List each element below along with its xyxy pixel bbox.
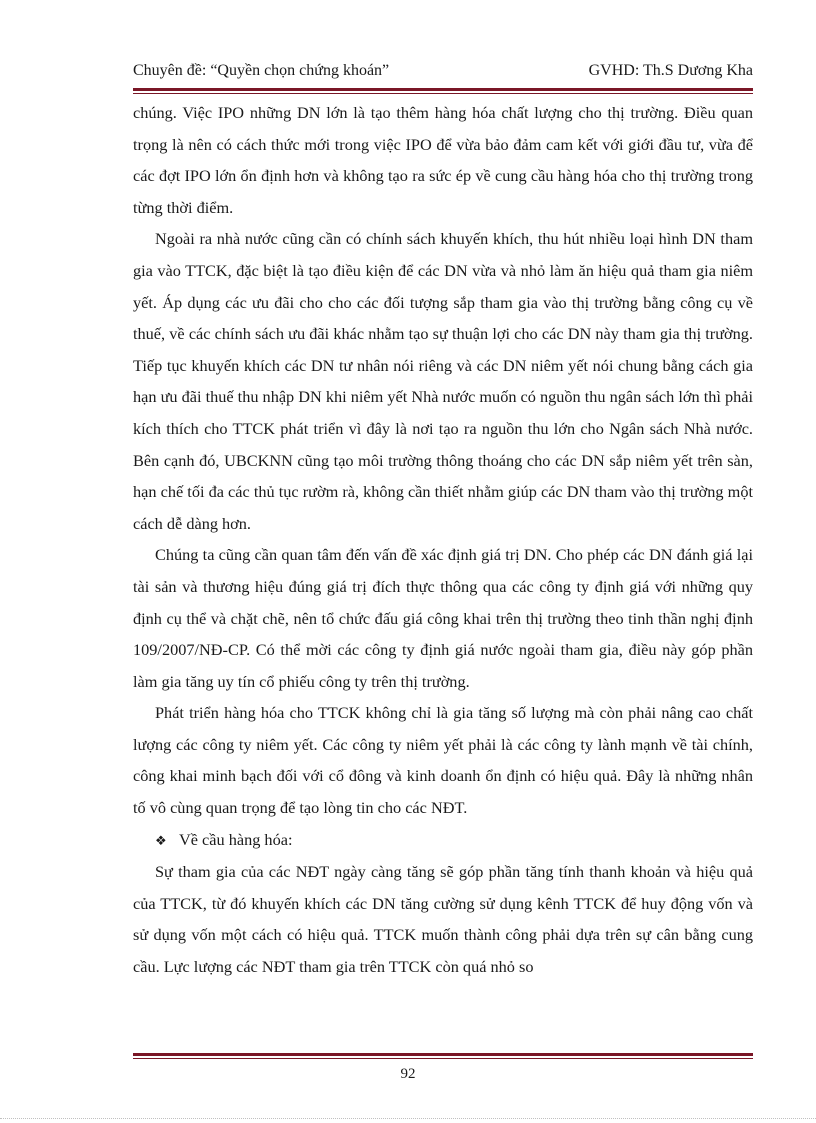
paragraph-1: chúng. Việc IPO những DN lớn là tạo thêm hàng hóa chất lượng cho thị trường. Điều quan trọng là nên có cách thức mới trong việc IPO để vừa bảo đảm cam kết với giới đầu tư, vừa để các đợt IPO lớn ổn định hơn và không tạo ra sức ép về cung cầu hàng hóa cho thị trường trong từng thời điểm.	[133, 103, 753, 217]
page-number: 92	[400, 1066, 416, 1082]
header-rule	[133, 88, 753, 94]
paragraph-4: Phát triển hàng hóa cho TTCK không chỉ là gia tăng số lượng mà còn phải nâng cao chất lượng các công ty niêm yết. Các công ty niêm yết phải là các công ty lành mạnh về tài chính, công khai minh bạch đối với cổ đông và kinh doanh ổn định có hiệu quả. Đây là những nhân tố vô cùng quan trọng để tạo lòng tin cho các NĐT.	[133, 703, 753, 818]
diamond-bullet-icon: ❖	[155, 832, 167, 848]
paragraph-3: Chúng ta cũng cần quan tâm đến vấn đề xác định giá trị DN. Cho phép các DN đánh giá lại tài sản và thương hiệu đúng giá trị đích thực thông qua các công ty định giá với những quy định cụ thể và chặt chẽ, nên tổ chức đấu giá công khai trên thị trường theo tinh thần nghị định 109/2007/NĐ-CP. Có thể mời các công ty định giá nước ngoài tham gia, điều này góp phần làm gia tăng uy tín cổ phiếu công ty trên thị trường.	[133, 545, 753, 691]
header-topic: Chuyên đề: “Quyền chọn chứng khoán”	[133, 62, 390, 79]
page-header	[133, 62, 753, 88]
header-advisor: GVHD: Th.S Dương Kha	[588, 62, 753, 79]
document-body	[133, 97, 753, 983]
page-edge-divider	[0, 1118, 816, 1119]
bullet-heading	[133, 824, 753, 857]
paragraph-2: Ngoài ra nhà nước cũng cần có chính sách khuyến khích, thu hút nhiều loại hình DN tham gia vào TTCK, đặc biệt là tạo điều kiện để các DN vừa và nhỏ làm ăn hiệu quả tham gia niêm yết. Áp dụng các ưu đãi cho cho các đối tượng sắp tham gia vào thị trường bằng công cụ về thuế, về các chính sách ưu đãi khác nhằm tạo sự thuận lợi cho các DN này tham gia thị trường. Tiếp tục khuyến khích các DN tư nhân nói riêng và các DN niêm yết nói chung bằng cách gia hạn ưu đãi thuế thu nhập DN khi niêm yết Nhà nước muốn có nguồn thu ngân sách lớn thì phải kích thích cho TTCK phát triển vì đây là nơi tạo ra nguồn thu lớn cho Ngân sách Nhà nước. Bên cạnh đó, UBCKNN cũng tạo môi trường thông thoáng cho các DN sắp niêm yết trên sàn, hạn chế tối đa các thủ tục rườm rà, không cần thiết nhằm giúp các DN tham vào thị trường một cách dễ dàng hơn.	[133, 229, 753, 533]
footer-rule	[133, 1053, 753, 1059]
bullet-heading-text: Về cầu hàng hóa:	[179, 829, 293, 849]
paragraph-5: Sự tham gia của các NĐT ngày càng tăng sẽ góp phần tăng tính thanh khoản và hiệu quả của TTCK, từ đó khuyến khích các DN tăng cường sử dụng kênh TTCK để huy động vốn và sử dụng vốn một cách có hiệu quả. TTCK muốn thành công phải dựa trên sự cân bằng cung cầu. Lực lượng các NĐT tham gia trên TTCK còn quá nhỏ so	[133, 862, 753, 977]
